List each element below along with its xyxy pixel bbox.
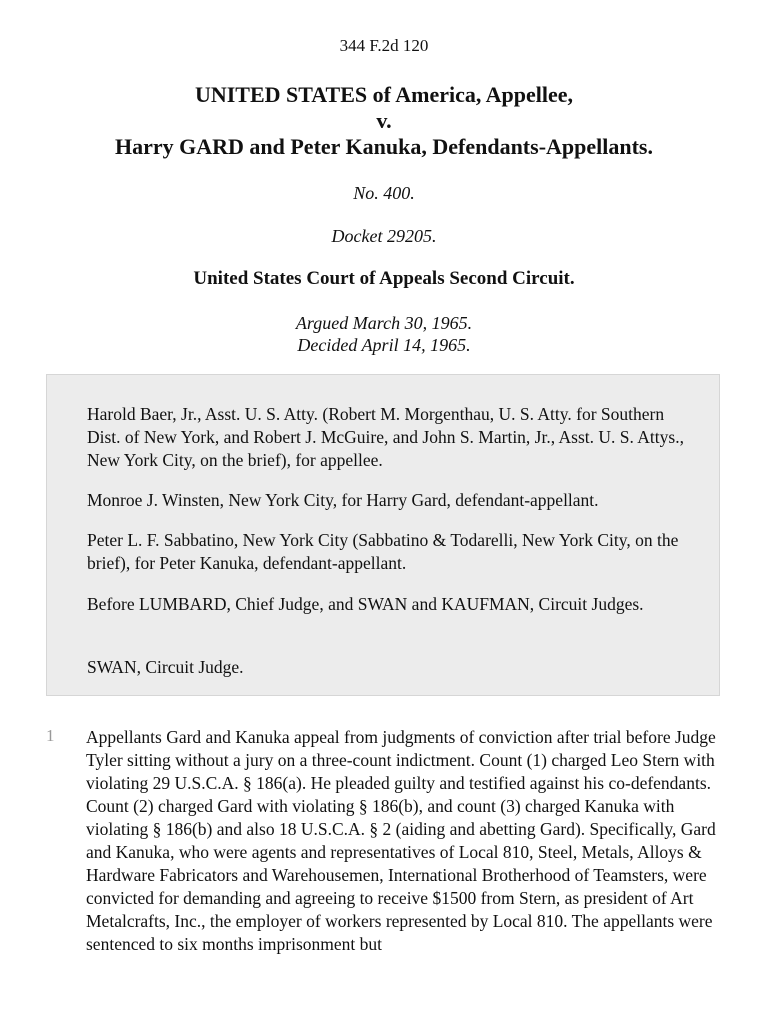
paragraph-number: 1 [46,726,55,745]
opinion-paragraph: Appellants Gard and Kanuka appeal from judgments of conviction after trial before Judge Tyler sitting without a jury on a three-count indictment. Count (1) charged Leo Stern with violating 29 U.S.C.A. § 186(a). He pleaded guilty and testified against his co-defendants. Count (2) charged Gard with violating § 186(b), and count (3) charged Kanuka with violating § 186(b) and also 18 U.S.C.A. § 2 (aiding and abetting Gard). Specifically, Gard and Kanuka, who were agents and representatives of Local 810, Steel, Metals, Alloys & Hardware Fabricators and Warehousemen, International Brotherhood of Teamsters, were convicted for demanding and agreeing to receive $1500 from Stern, as president of Art Metalcrafts, Inc., the employer of workers represented by Local 810. The appellants were sentenced to six months imprisonment but [86,727,716,954]
counsel-panel [46,374,720,696]
decided-date: Decided April 14, 1965. [297,335,471,355]
case-citation: 344 F.2d 120 [339,36,429,55]
case-title-versus: v. [376,108,392,133]
case-title [0,82,768,160]
counsel-gard: Monroe J. Winsten, New York City, for Harry Gard, defendant-appellant. [87,490,599,510]
case-number: No. 400. [353,183,415,203]
counsel-kanuka: Peter L. F. Sabbatino, New York City (Sabbatino & Todarelli, New York City, on the brief), for Peter Kanuka, defendant-appellant. [87,530,679,573]
court-name: United States Court of Appeals Second Circuit. [193,268,575,289]
case-title-appellee: UNITED STATES of America, Appellee, [194,82,574,107]
counsel-appellee: Harold Baer, Jr., Asst. U. S. Atty. (Robert M. Morgenthau, U. S. Atty. for Southern Dist. of New York, and Robert J. McGuire, and John S. Martin, Jr., Asst. U. S. Attys., New York City, on the brief), for appellee. [87,404,684,470]
argued-date: Argued March 30, 1965. [295,313,473,333]
docket-number: Docket 29205. [331,226,437,246]
case-dates [0,312,768,356]
bench-panel: Before LUMBARD, Chief Judge, and SWAN and KAUFMAN, Circuit Judges. [87,594,644,614]
case-title-appellants: Harry GARD and Peter Kanuka, Defendants-Appellants. [114,134,653,159]
opinion-author: SWAN, Circuit Judge. [87,657,244,677]
